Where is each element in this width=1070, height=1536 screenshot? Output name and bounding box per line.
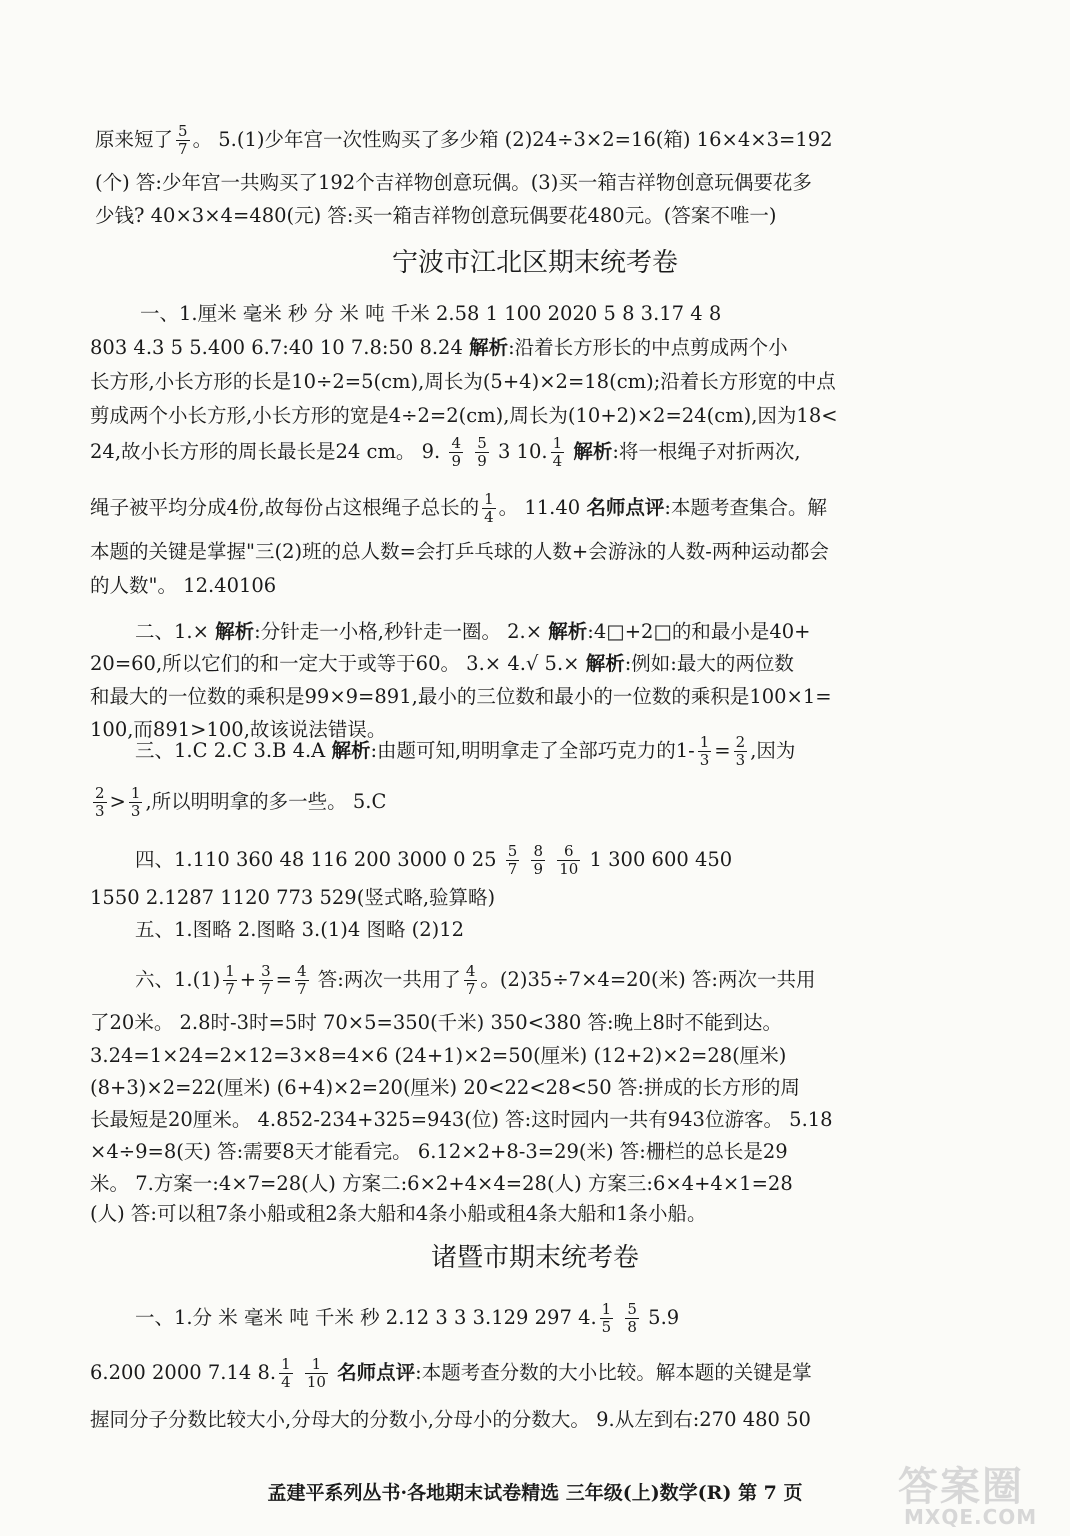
analysis-label: 解析 [215,620,255,643]
fraction: $\frac{6}{10}$ [559,842,579,878]
fraction: $\frac{5}{7}$ [178,122,188,158]
text: 本题的关键是掌握"三(2)班的总人数=会打乒乓球的人数+会游泳的人数-两种运动都会 [90,540,829,563]
text: 剪成两个小长方形,小长方形的宽是4÷2=2(cm),周长为(10+2)×2=24(cm),因为18< [90,404,838,427]
text-line [0,1294,1070,1342]
fraction: $\frac{5}{8}$ [627,1300,637,1336]
text: ×4÷9=8(天) 答:需要8天才能看完。 6.12×2+8-3=29(米) 答:栅栏的总长是29 [90,1140,788,1163]
text: 五、1.图略 2.图略 3.(1)4 图略 (2)12 [135,918,465,941]
text-line [0,727,1070,775]
fraction: $\frac{1}{10}$ [306,1355,326,1391]
text-line [0,330,1070,366]
fraction: $\frac{5}{7}$ [507,842,518,878]
text-line [0,296,1070,332]
text: = [275,968,293,991]
text-line [0,198,1070,234]
text: 长方形,小长方形的长是10÷2=5(cm),周长为(5+4)×2=18(cm);沿着长方形宽的中点 [90,370,836,393]
analysis-label: 解析 [585,652,625,675]
text: + [239,968,257,991]
text-line [0,364,1070,400]
text: :本题考查分数的大小比较。解本题的关键是掌 [415,1361,812,1384]
analysis-label: 解析 [573,440,613,463]
text: 3.24=1×24=2×12=3×8=4×6 (24+1)×2=50(厘米) (12+2)×2=28(厘米) [90,1044,787,1067]
text: :例如:最大的两位数 [624,652,794,675]
text: 握同分子分数比较大小,分母大的分数小,分母小的分数大。 9.从左到右:270 480 50 [90,1408,811,1431]
analysis-label: 解析 [469,336,509,359]
text: (个) 答:少年宫一共购买了192个吉祥物创意玩偶。(3)买一箱吉祥物创意玩偶要花多 [95,171,812,194]
fraction: $\frac{1}{3}$ [130,784,141,820]
analysis-label: 解析 [331,739,371,762]
text: 1 300 600 450 [589,848,733,871]
text-line [0,484,1070,532]
fraction: $\frac{2}{3}$ [735,733,746,769]
text: (8+3)×2=22(厘米) (6+4)×2=20(厘米) 20<22<28<50 答:拼成的长方形的周 [90,1076,800,1099]
text: 长最短是20厘米。 4.852-234+325=943(位) 答:这时园内一共有943位游客。 5.18 [90,1108,833,1131]
text-line [0,646,1070,682]
comment-label: 名师点评 [586,496,665,519]
text: ,所以明明拿的多一些。 5.C [145,790,387,813]
fraction: $\frac{1}{3}$ [699,733,710,769]
text: 二、1.× [135,620,216,643]
text: :将一根绳子对折两次, [612,440,801,463]
text-line [0,956,1070,1004]
text-line [0,778,1070,826]
text: 四、1.110 360 48 116 200 3000 0 25 [135,848,497,871]
page-footer: 孟建平系列丛书·各地期末试卷精选 三年级(上)数学(R) 第 7 页 [267,1482,803,1504]
analysis-label: 解析 [548,620,588,643]
watermark-text: 答案圈 [898,1464,1024,1510]
text: 803 4.3 5 5.400 6.7:40 10 7.8:50 8.24 [90,336,470,359]
fraction: $\frac{1}{4}$ [552,434,563,470]
text: = [714,739,731,762]
fraction: $\frac{2}{3}$ [95,784,105,820]
text: 3 10. [497,440,548,463]
text-line [0,1005,1070,1041]
fraction: $\frac{3}{7}$ [261,962,271,998]
text-line [0,614,1070,650]
text-line [0,165,1070,201]
text: 三、1.C 2.C 3.B 4.A [135,739,332,762]
text: :本题考查集合。解 [664,496,827,519]
text: 。 5.(1)少年宫一次性购买了多少箱 (2)24÷3×2=16(箱) 16×4×3=192 [192,128,833,151]
text: 米。 7.方案一:4×7=28(人) 方案二:6×2+4×4=28(人) 方案三:6×4+4×1=28 [90,1172,793,1195]
text: 原来短了 [95,128,174,151]
text: :4□+2□的和最小是40+ [587,620,811,643]
text-line [0,1070,1070,1106]
text-line [0,1038,1070,1074]
text: 。(2)35÷7×4=20(米) 答:两次一共用 [480,968,816,991]
text-line [0,534,1070,570]
text: 20=60,所以它们的和一定大于或等于60。 3.× 4.√ 5.× [90,652,586,675]
text: 100,而891>100,故该说法错误。 [90,718,387,741]
text: 的人数"。 12.40106 [90,574,277,597]
text-line [0,568,1070,604]
text-line [0,836,1070,884]
fraction: $\frac{4}{7}$ [297,962,307,998]
text: (人) 答:可以租7条小船或租2条大船和4条小船或租4条大船和1条小船。 [90,1202,707,1225]
text-line [0,1196,1070,1232]
text: 24,故小长方形的周长最长是24 cm。 9. [90,440,441,463]
fraction: $\frac{5}{9}$ [477,434,487,470]
fraction: $\frac{1}{5}$ [601,1300,612,1336]
fraction: $\frac{4}{9}$ [451,434,461,470]
text: 一、1.分 米 毫米 吨 千米 秒 2.12 3 3 3.129 297 4. [135,1306,597,1329]
watermark-url: MXQE.COM [904,1505,1038,1529]
fraction: $\frac{8}{9}$ [533,842,544,878]
text: :分针走一小格,秒针走一圈。 2.× [254,620,549,643]
comment-label: 名师点评 [337,1361,416,1384]
text: :由题可知,明明拿走了全部巧克力的1- [370,739,695,762]
text: 一、1.厘米 毫米 秒 分 米 吨 千米 2.58 1 100 2020 5 8 3.17 4 8 [140,302,722,325]
section-title: 宁波市江北区期末统考卷 [391,248,678,278]
section-title: 诸暨市期末统考卷 [430,1243,639,1273]
text: 1550 2.1287 1120 773 529(竖式略,验算略) [90,886,496,909]
fraction: $\frac{1}{7}$ [225,962,235,998]
text: 绳子被平均分成4份,故每份占这根绳子总长的 [90,496,480,519]
text-line [0,679,1070,715]
text-line [0,1102,1070,1138]
text: 5.9 [648,1306,680,1329]
fraction: $\frac{1}{4}$ [484,490,494,526]
text: ,因为 [750,739,796,762]
text: 答:两次一共用了 [317,968,461,991]
text-line [0,1349,1070,1397]
text-line [0,912,1070,948]
text-line [0,1134,1070,1170]
text-line [0,428,1070,476]
fraction: $\frac{4}{7}$ [465,962,476,998]
text: > [109,790,126,813]
text: 和最大的一位数的乘积是99×9=891,最小的三位数和最小的一位数的乘积是100×1= [90,685,832,708]
text: 。 11.40 [498,496,587,519]
text-line [0,880,1070,916]
text: 了20米。 2.8时-3时=5时 70×5=350(千米) 350<380 答:晚上8时不能到达。 [90,1011,782,1034]
watermark-logo [890,1455,1060,1531]
text: :沿着长方形长的中点剪成两个小 [508,336,788,359]
fraction: $\frac{1}{4}$ [281,1355,291,1391]
text: 6.200 2000 7.14 8. [90,1361,277,1384]
text: 六、1.(1) [135,968,221,991]
text-line [0,1402,1070,1438]
text-line [0,122,1070,158]
text: 少钱? 40×3×4=480(元) 答:买一箱吉祥物创意玩偶要花480元。(答案不唯一) [95,204,777,227]
